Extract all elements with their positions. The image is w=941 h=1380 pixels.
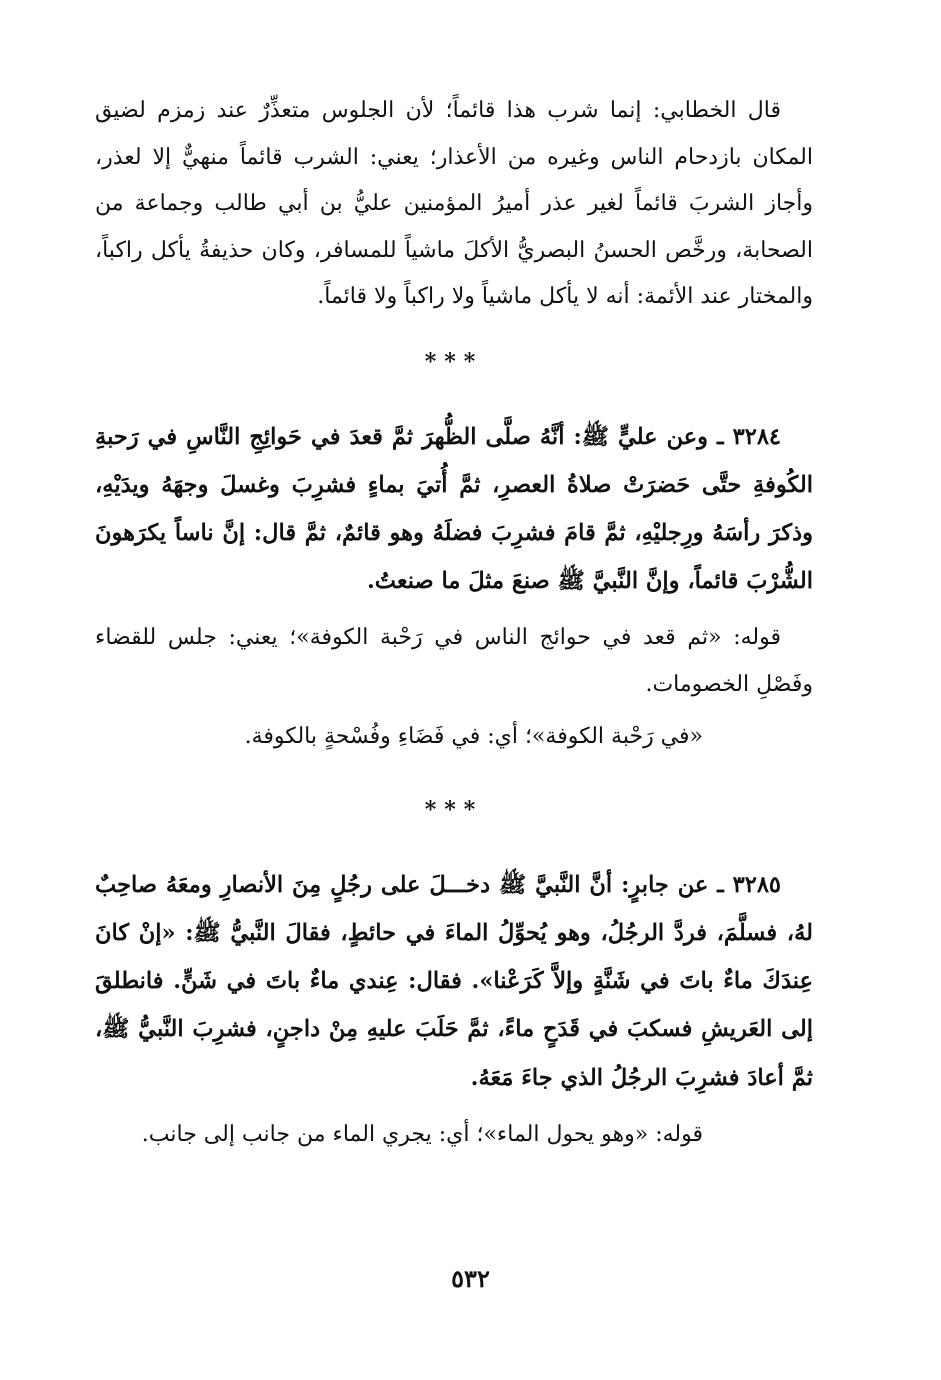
section-separator: *** xyxy=(424,348,484,375)
section-separator: *** xyxy=(424,796,484,823)
commentary-3284-second: «في رَحْبة الكوفة»؛ أي: في فَضَاءِ وفُسْحةٍ بالكوفة. xyxy=(244,724,703,750)
page-body xyxy=(95,88,813,1158)
commentary-3285: قوله: «وهو يحول الماء»؛ أي: يجري الماء من جانب إلى جانب. xyxy=(141,1121,703,1147)
hadith-3284: ٣٢٨٤ ـ وعن عليٍّ ﷺ: أنَّهُ صلَّى الظُّهرَ ثمَّ قعدَ في حَوائِجِ النَّاسِ في رَحبةِ الكُوفةِ حتَّى حَضرَتْ صلاةُ العصرِ، ثمَّ أُتيَ بماءٍ فشرِبَ وغسلَ وجهَهُ ويدَيْهِ، وذكرَ رأسَهُ ورِجليْهِ، ثمَّ قامَ فشرِبَ فضلَهُ وهو قائمٌ، ثمَّ قال: إنَّ ناساً يكرَهونَ الشُّرْبَ قائماً، وإنَّ النَّبيَّ ﷺ صنعَ مثلَ ما صنعتُ. xyxy=(95,423,813,595)
page-number: ٥٣٢ xyxy=(451,1264,490,1293)
commentary-3284-first: قوله: «ثم قعد في حوائج الناس في رَحْبة الكوفة»؛ يعني: جلس للقضاء وفَصْلِ الخصومات. xyxy=(95,625,813,697)
khattabi-paragraph: قال الخطابي: إنما شرب هذا قائماً؛ لأن الجلوس متعذِّرٌ عند زمزم لضيق المكان بازدحام الناس وغيره من الأعذار؛ يعني: الشرب قائماً منهيٌّ إلا لعذر، وأجاز الشربَ قائماً لغير عذر أميرُ المؤمنين عليُّ بن أبي طالب وجماعة من الصحابة، ورخَّص الحسنُ البصريُّ الأكلَ ماشياً للمسافر، وكان حذيفةُ يأكل راكباً، والمختار عند الأئمة: أنه لا يأكل ماشياً ولا راكباً ولا قائماً. xyxy=(95,98,813,309)
hadith-3285: ٣٢٨٥ ـ عن جابرٍ: أنَّ النَّبيَّ ﷺ دخـــلَ على رجُلٍ مِنَ الأنصارِ ومعَهُ صاحِبٌ لهُ، فسلَّمَ، فردَّ الرجُلُ، وهو يُحوِّلُ الماءَ في حائطٍ، فقالَ النَّبيُّ ﷺ: «إنْ كانَ عِندَكَ ماءٌ باتَ في شَنَّةٍ وإلاَّ كَرَعْنا». فقال: عِندي ماءٌ باتَ في شَنٍّ. فانطلقَ إلى العَريشِ فسكبَ في قَدَحٍ ماءً، ثمَّ حَلَبَ عليهِ مِنْ داجنٍ، فشرِبَ النَّبيُّ ﷺ، ثمَّ أعادَ فشرِبَ الرجُلُ الذي جاءَ مَعَهُ. xyxy=(95,871,813,1091)
